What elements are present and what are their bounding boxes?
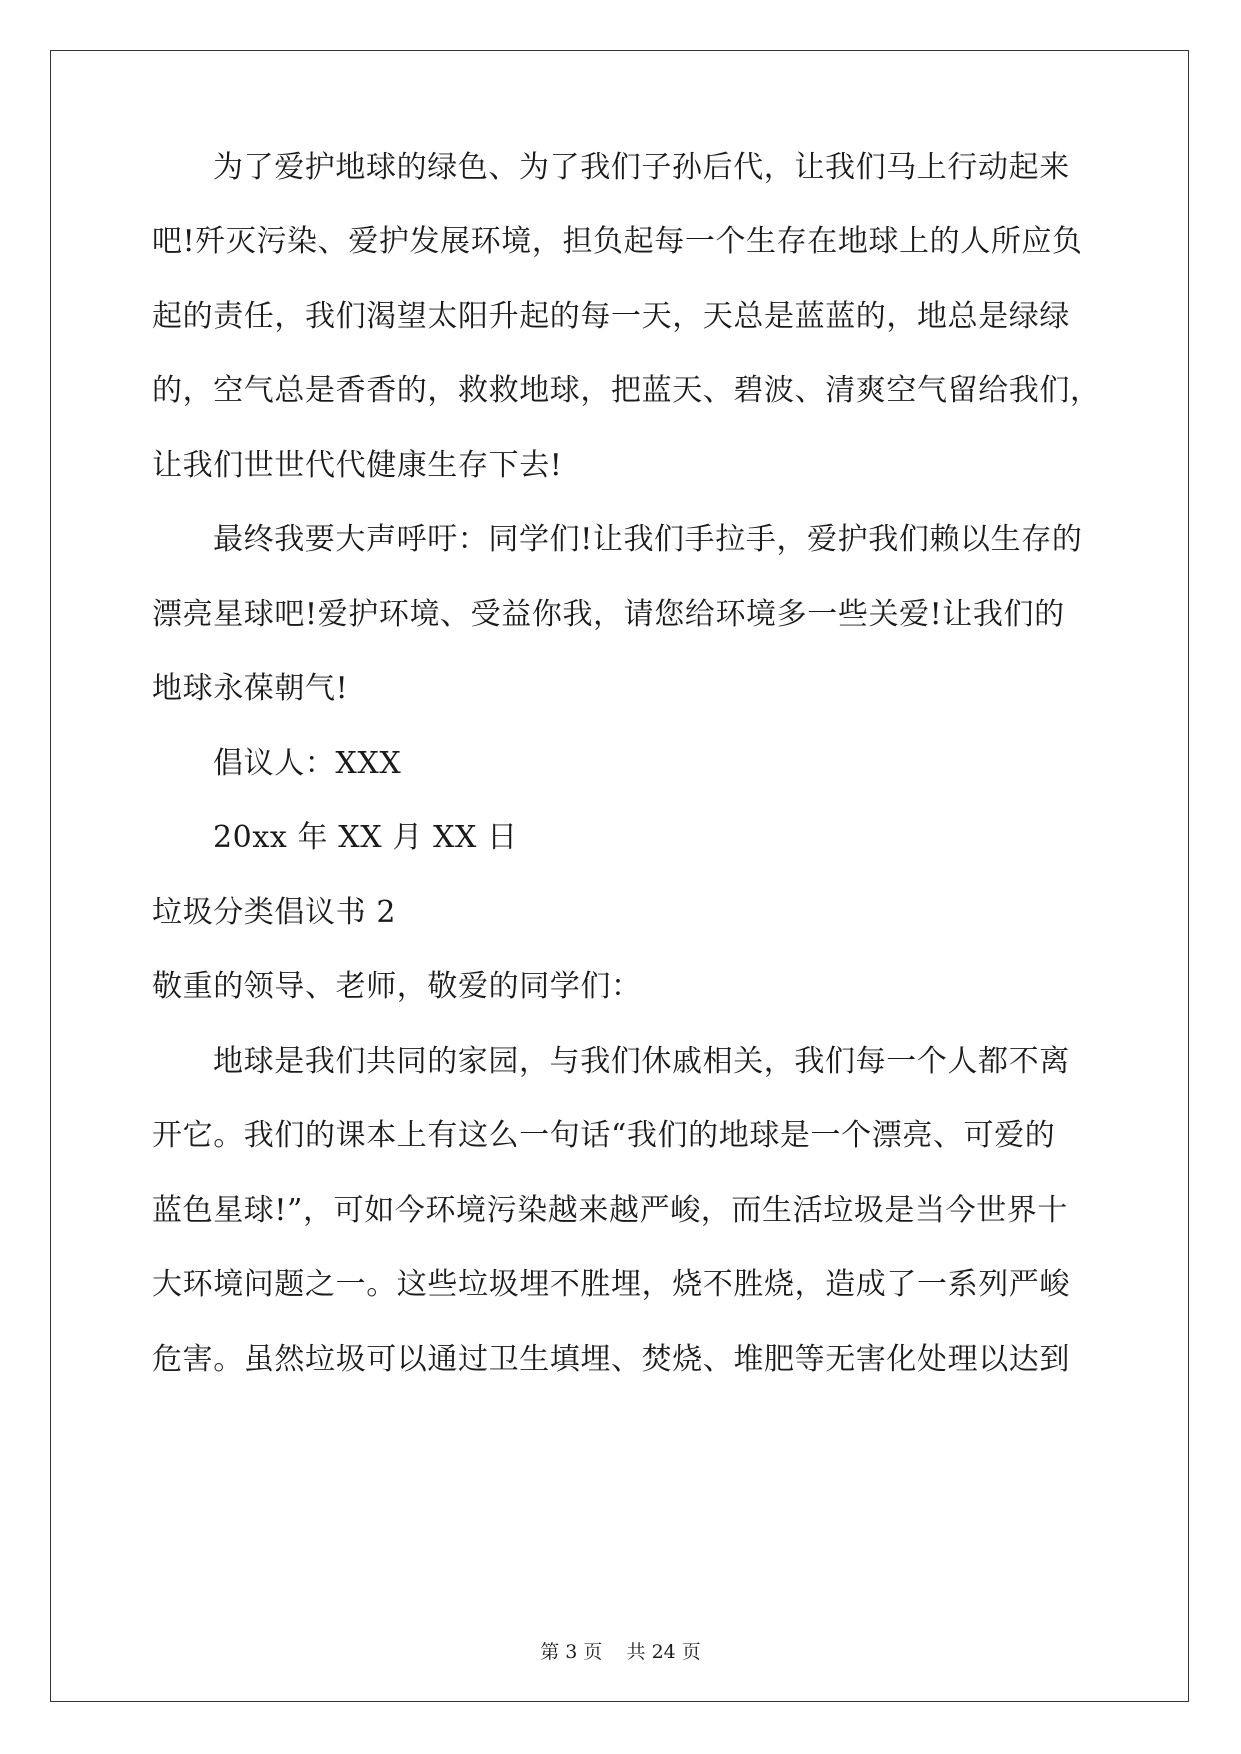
paragraph-line: 让我们世世代代健康生存下去! xyxy=(152,448,563,483)
paragraph-line: 开它。我们的课本上有这么一句话“我们的地球是一个漂亮、可爱的 xyxy=(152,1118,1056,1153)
paragraph-line: 最终我要大声呼吁：同学们!让我们手拉手，爱护我们赖以生存的 xyxy=(213,522,1083,557)
paragraph-line: 危害。虽然垃圾可以通过卫生填埋、焚烧、堆肥等无害化处理以达到 xyxy=(152,1342,1070,1377)
paragraph-line: 吧!歼灭污染、爱护发展环境，担负起每一个生存在地球上的人所应负 xyxy=(152,224,1083,259)
paragraph-line: 漂亮星球吧!爱护环境、受益你我，请您给环境多一些关爱!让我们的 xyxy=(152,597,1065,632)
paragraph-line: 起的责任，我们渴望太阳升起的每一天，天总是蓝蓝的，地总是绿绿 xyxy=(152,299,1070,334)
paragraph-line: 的，空气总是香香的，救救地球，把蓝天、碧波、清爽空气留给我们， xyxy=(152,373,1101,408)
date-line: 20xx 年 XX 月 XX 日 xyxy=(213,820,518,855)
paragraph-line: 为了爱护地球的绿色、为了我们子孙后代，让我们马上行动起来 xyxy=(213,150,1070,185)
signature-line: 倡议人：XXX xyxy=(213,746,402,781)
salutation: 敬重的领导、老师，敬爱的同学们： xyxy=(152,969,642,1004)
paragraph-line: 地球永葆朝气! xyxy=(152,671,349,706)
section-title: 垃圾分类倡议书 2 xyxy=(152,895,397,930)
page-number: 第 3 页 共 24 页 xyxy=(540,1641,701,1663)
paragraph-line: 地球是我们共同的家园，与我们休戚相关，我们每一个人都不离 xyxy=(213,1044,1070,1079)
paragraph-line: 蓝色星球!”，可如今环境污染越来越严峻，而生活垃圾是当今世界十 xyxy=(152,1193,1068,1228)
paragraph-line: 大环境问题之一。这些垃圾埋不胜埋，烧不胜烧，造成了一系列严峻 xyxy=(152,1267,1070,1302)
